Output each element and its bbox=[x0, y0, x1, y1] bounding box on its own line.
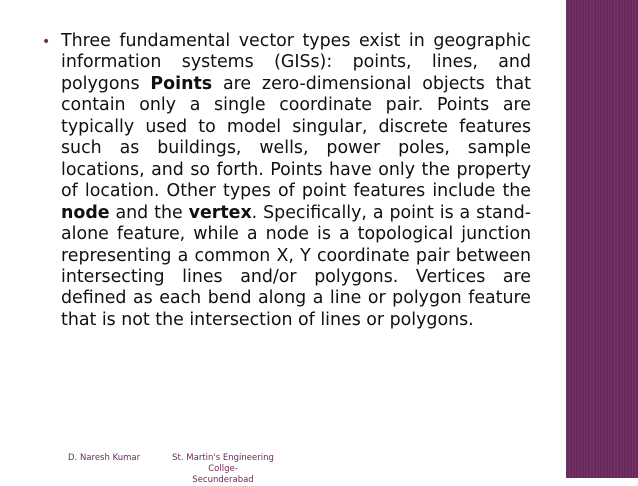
term-vertex: vertex bbox=[188, 202, 252, 223]
footer-author: D. Naresh Kumar bbox=[68, 453, 141, 463]
paragraph-text: and the bbox=[109, 202, 189, 223]
term-points: Points bbox=[150, 73, 213, 94]
footer-college bbox=[158, 453, 288, 486]
paragraph-text: . Specifically, a point is a stand-alone feature, while a node is a topological junction representing a common X, Y coordinate pair between intersecting lines and/or polygons. Vertices are defined as each bend along a line or polygon feature that is not the intersection of lines or polygons. bbox=[61, 202, 532, 330]
footer-college-line-2: Secunderabad bbox=[192, 475, 254, 485]
paragraph-text: are zero-dimensional objects that contain only a single coordinate pair. Points are typically used to model singular, discrete features such as buildings, wells, power poles, sample locations, and so forth. Points have only the property of location. Other types of point features include the bbox=[61, 73, 531, 202]
footer-college-line-1: St. Martin's Engineering Collge- bbox=[172, 453, 274, 474]
bullet-icon: • bbox=[42, 34, 51, 50]
paragraph-text: Three fundamental vector types exist in geographic information systems (GISs): points, lines, and polygons bbox=[61, 31, 531, 94]
term-node: node bbox=[61, 202, 110, 223]
decorative-side-band bbox=[566, 0, 638, 478]
slide-paragraph bbox=[61, 31, 531, 331]
